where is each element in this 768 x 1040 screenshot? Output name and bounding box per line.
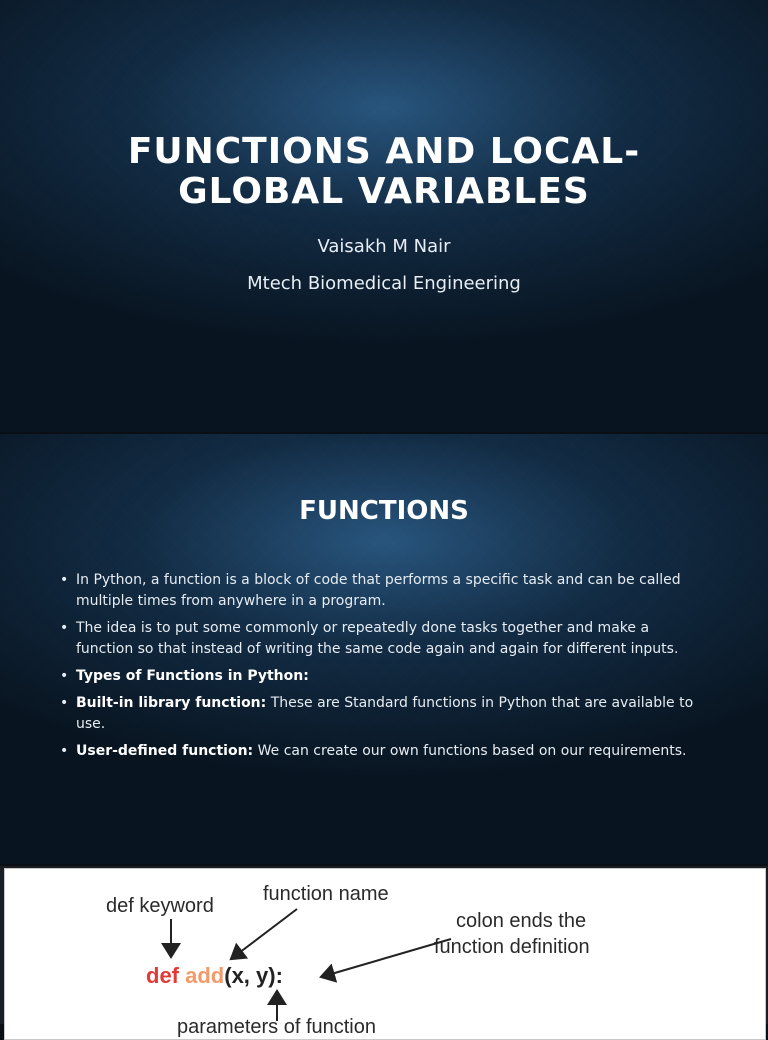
author-name: Vaisakh M Nair [317,236,451,257]
bullet-text: In Python, a function is a block of code that performs a specific task and can be called multiple times from anywhere in a program. [76,572,681,609]
bullet-lead: User-defined function: [76,743,254,759]
label-colon-line-1: colon ends the [456,910,587,932]
diagram-panel [4,868,766,1040]
label-def-keyword: def keyword [106,895,214,917]
arrow-colon [321,939,451,977]
label-colon-line-2: function definition [434,936,590,958]
section-heading: FUNCTIONS [299,496,469,526]
bullet-item [60,741,700,762]
function-diagram-slide [0,866,768,1038]
bullet-item [60,666,700,687]
functions-slide [0,434,768,864]
bullet-text: These are Standard functions in Python that are available to use. [76,695,694,732]
bullet-list [60,570,700,768]
bullet-text: We can create our own functions based on our requirements. [253,743,687,759]
arrow-function-name [231,909,297,959]
code-function-name: add [185,963,225,988]
diagram-arrows [5,869,765,1039]
department: Mtech Biomedical Engineering [247,273,521,294]
bullet-item [60,570,700,612]
bullet-lead: Built-in library function: [76,695,267,711]
label-function-name: function name [263,883,389,905]
slide-title [40,132,728,212]
label-parameters: parameters of function [177,1016,376,1038]
code-keyword: def [146,963,179,988]
bullet-item [60,618,700,660]
title-line-2: GLOBAL VARIABLES [178,171,590,212]
code-params: (x, y): [224,963,283,988]
title-slide [0,0,768,432]
bullet-item [60,693,700,735]
bullet-text: The idea is to put some commonly or repeatedly done tasks together and make a function so that instead of writing the same code again and again for different inputs. [76,620,679,657]
bullet-lead: Types of Functions in Python: [76,668,309,684]
title-line-1: FUNCTIONS AND LOCAL- [127,131,641,172]
